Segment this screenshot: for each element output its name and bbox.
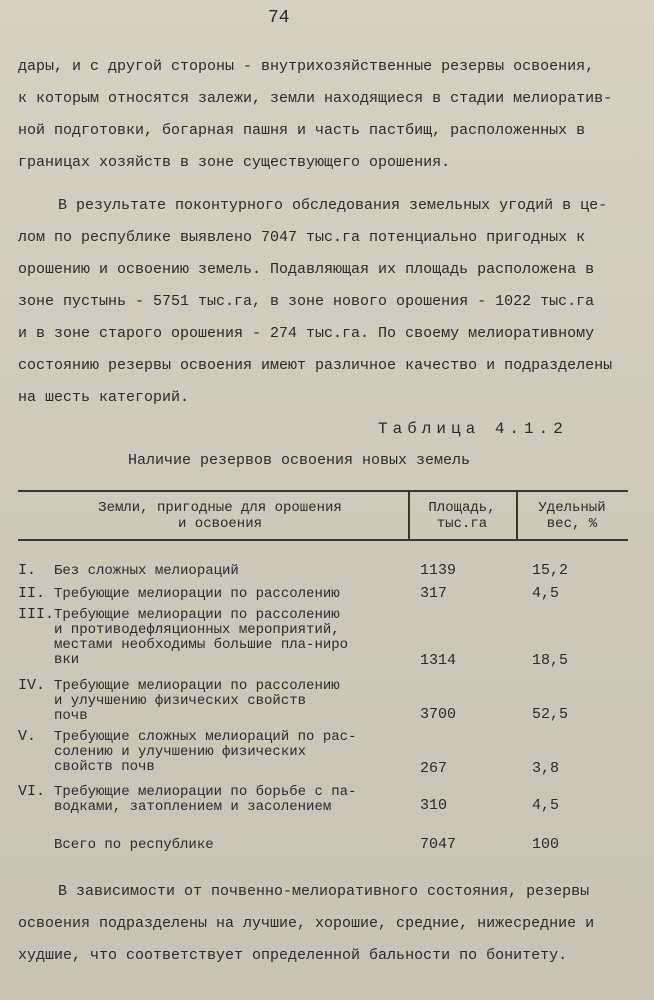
- row-number: IV.: [18, 677, 46, 694]
- header-line: вес, %: [546, 516, 598, 532]
- paragraph-2: [18, 190, 638, 414]
- text-line: лом по республике выявлено 7047 тыс.га потенциально пригодных к: [18, 229, 586, 246]
- text-line: границах хозяйств в зоне существующего орошения.: [18, 154, 451, 171]
- row-description: [54, 564, 404, 579]
- header-line: тыс.га: [436, 516, 488, 532]
- table-header-rule: [18, 539, 628, 541]
- table-top-rule: [18, 490, 628, 492]
- header-line: Удельный: [538, 500, 606, 516]
- paragraph-3: [18, 876, 638, 972]
- row-share: 4,5: [532, 797, 560, 814]
- row-description: [54, 608, 404, 668]
- row-area: 1139: [420, 562, 457, 579]
- row-desc-line: и противодефляционных мероприятий,: [54, 622, 340, 638]
- text-line: состоянию резервы освоения имеют различное качество и подразделены: [18, 357, 613, 374]
- page-number: 74: [268, 8, 290, 28]
- header-area: [410, 500, 514, 532]
- row-description: [54, 587, 404, 602]
- text-line: освоения подразделены на лучшие, хорошие, средние, нижесредние и: [18, 915, 595, 932]
- total-share: 100: [532, 836, 560, 853]
- row-number: VI.: [18, 783, 46, 800]
- table-title: Наличие резервов освоения новых земель: [128, 452, 471, 469]
- header-line: Земли, пригодные для орошения: [98, 500, 342, 516]
- total-area: 7047: [420, 836, 457, 853]
- text-line: В зависимости от почвенно-мелиоративного состояния, резервы: [58, 883, 590, 900]
- row-desc-line: местами необходимы большие пла-ниро: [54, 637, 349, 653]
- row-desc-line: Требующие мелиорации по рассолению: [54, 586, 340, 602]
- total-label: [54, 838, 404, 853]
- text-line: к которым относятся залежи, земли находящиеся в стадии мелиоратив-: [18, 90, 613, 107]
- row-description: [54, 785, 404, 815]
- total-label-text: Всего по республике: [54, 837, 214, 853]
- text-line: ной подготовки, богарная пашня и часть пастбищ, расположенных в: [18, 122, 586, 139]
- row-area: 1314: [420, 652, 457, 669]
- row-desc-line: Без сложных мелиораций: [54, 563, 239, 579]
- row-number: III.: [18, 606, 55, 623]
- row-area: 3700: [420, 706, 457, 723]
- row-share: 3,8: [532, 760, 560, 777]
- text-line: на шесть категорий.: [18, 389, 190, 406]
- text-line: В результате поконтурного обследования земельных угодий в це-: [58, 197, 608, 214]
- paragraph-1: [18, 51, 638, 179]
- row-desc-line: вки: [54, 652, 80, 668]
- row-desc-line: Требующие мелиорации по рассолению: [54, 678, 340, 694]
- header-share: [518, 500, 626, 532]
- row-area: 317: [420, 585, 448, 602]
- text-line: зоне пустынь - 5751 тыс.га, в зоне нового орошения - 1022 тыс.га: [18, 293, 595, 310]
- header-line: и освоения: [177, 516, 262, 532]
- text-line: орошению и освоению земель. Подавляющая их площадь расположена в: [18, 261, 595, 278]
- text-line: дары, и с другой стороны - внутрихозяйственные резервы освоения,: [18, 58, 595, 75]
- row-desc-line: и улучшению физических свойств: [54, 693, 307, 709]
- row-description: [54, 679, 404, 724]
- row-area: 267: [420, 760, 448, 777]
- header-lands: [40, 500, 400, 532]
- row-area: 310: [420, 797, 448, 814]
- text-line: и в зоне старого орошения - 274 тыс.га. По своему мелиоративному: [18, 325, 595, 342]
- text-line: худшие, что соответствует определенной бальности по бонитету.: [18, 947, 568, 964]
- row-share: 18,5: [532, 652, 569, 669]
- row-desc-line: Требующие мелиорации по рассолению: [54, 607, 340, 623]
- row-desc-line: свойств почв: [54, 759, 155, 775]
- row-desc-line: солению и улучшению физических: [54, 744, 307, 760]
- row-desc-line: водками, затоплением и засолением: [54, 799, 332, 815]
- row-share: 15,2: [532, 562, 569, 579]
- row-desc-line: почв: [54, 708, 88, 724]
- row-description: [54, 730, 404, 775]
- row-number: V.: [18, 728, 37, 745]
- row-share: 4,5: [532, 585, 560, 602]
- row-number: II.: [18, 585, 46, 602]
- header-line: Площадь,: [428, 500, 496, 516]
- table-label: Таблица 4.1.2: [378, 420, 568, 438]
- row-desc-line: Требующие сложных мелиораций по рас-: [54, 729, 357, 745]
- row-desc-line: Требующие мелиорации по борьбе с па-: [54, 784, 357, 800]
- row-number: I.: [18, 562, 37, 579]
- row-share: 52,5: [532, 706, 569, 723]
